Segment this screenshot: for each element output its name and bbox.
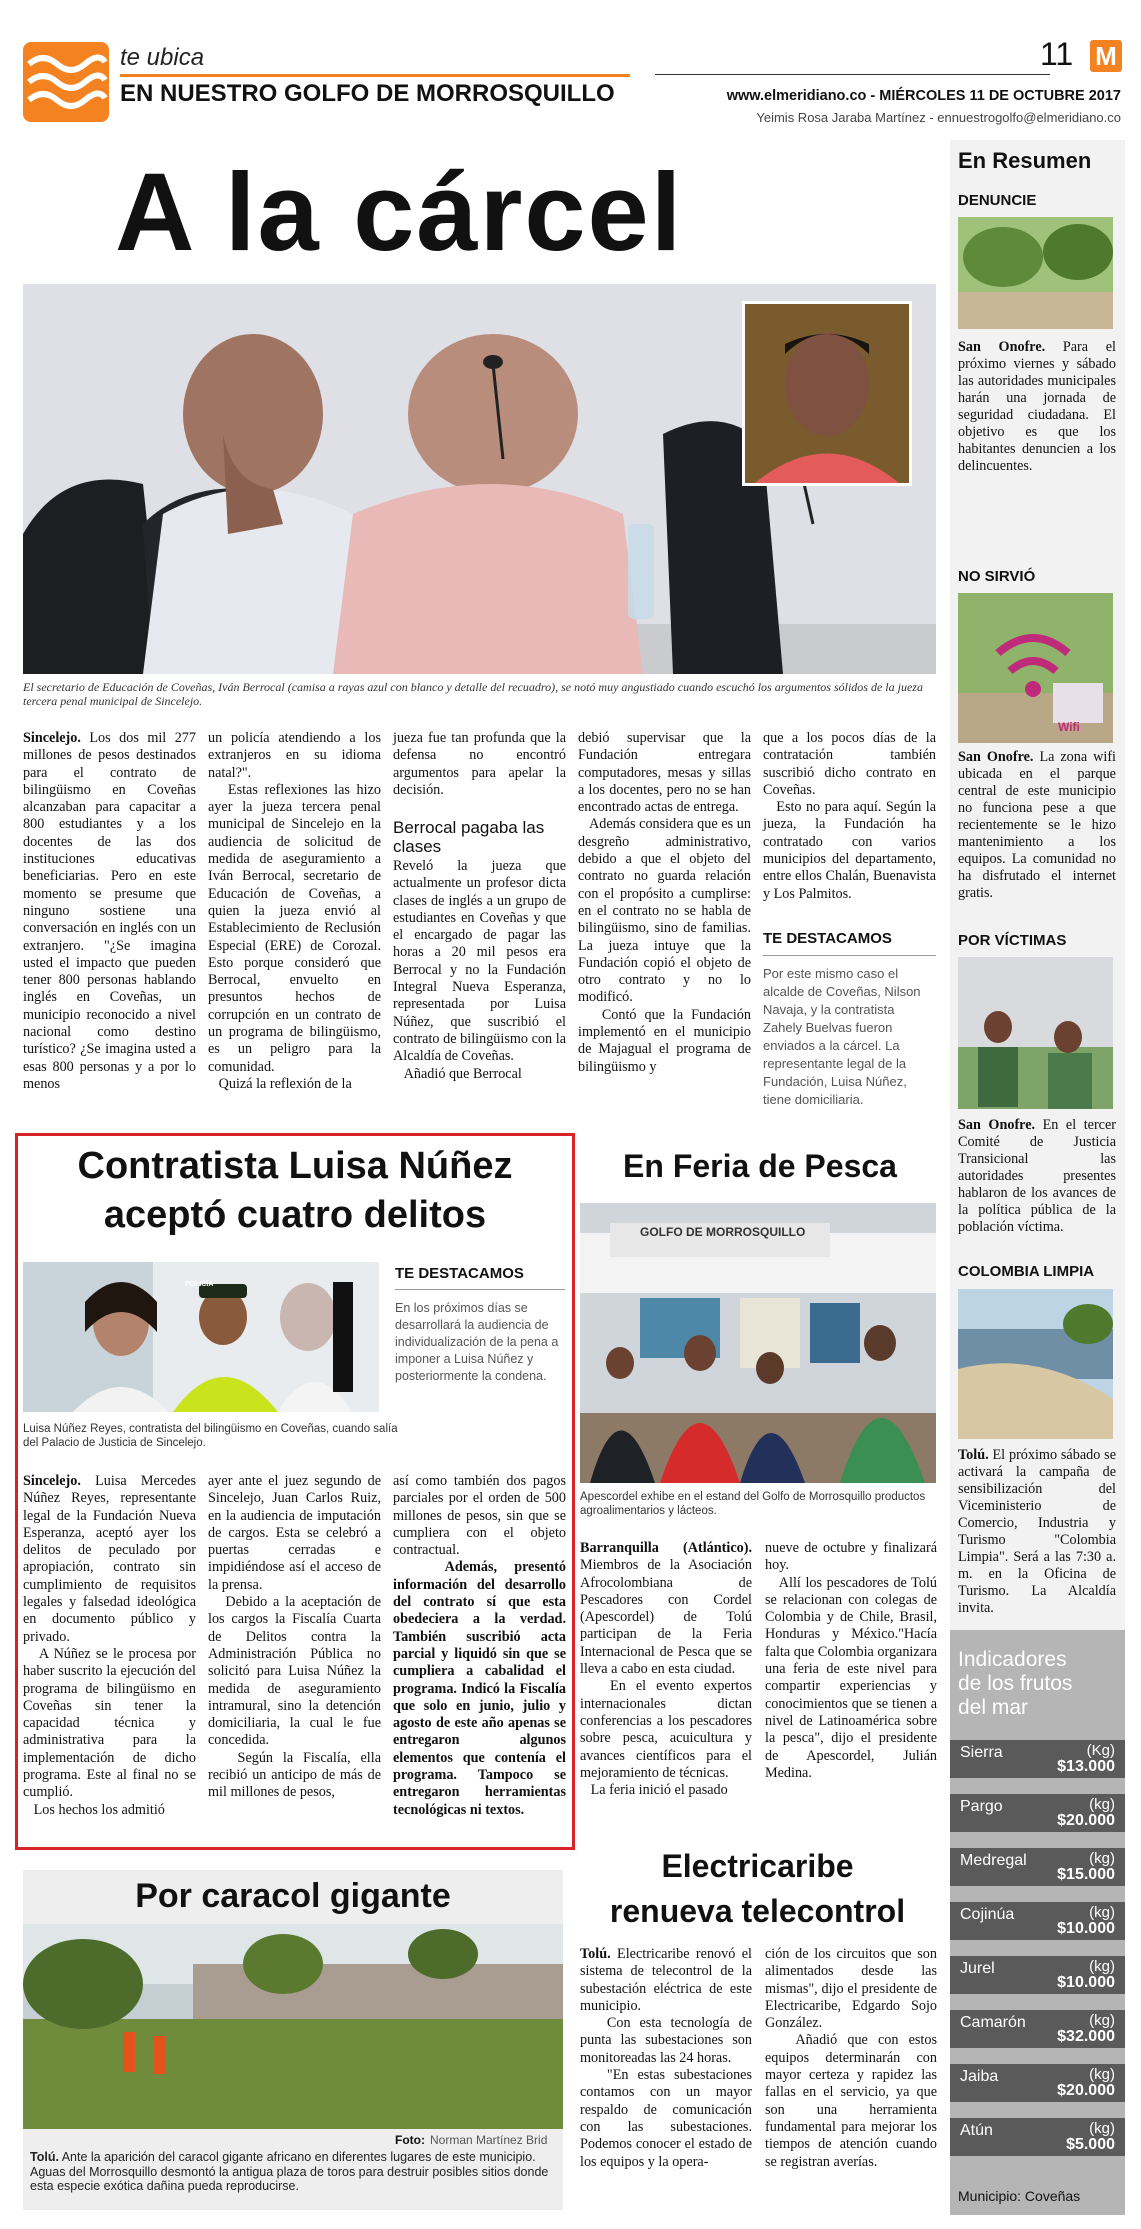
- waves-icon: [23, 42, 109, 122]
- main-col-3a: jueza fue tan profunda que la defensa no encontró argumentos para apelar la decisión.: [393, 730, 566, 798]
- indicator-price: $13.000: [1057, 1758, 1115, 1775]
- sidebar-item-4-photo: [958, 1289, 1113, 1439]
- indicator-unit: (Kg): [1086, 1742, 1115, 1759]
- indicator-row: [950, 1740, 1125, 1778]
- caracol-photo: [23, 1924, 563, 2129]
- luisa-headline-2: aceptó cuatro delitos: [103, 1194, 487, 1236]
- main-headline: A la cárcel: [115, 151, 684, 274]
- indicator-row: [950, 1794, 1125, 1832]
- luisa-destacamos-title: TE DESTACAMOS: [395, 1265, 524, 1282]
- caracol-caption: Tolú. Ante la aparición del caracol gigante africano en diferentes lugares de este municipio. Aguas del Morrosquillo desmontó la antigua plaza de toros para destruir posibles sitios donde esta especie exótica dañina pueda reproducirse.: [30, 2150, 549, 2193]
- feria-col-2: nueve de octubre y finalizará hoy. Allí los pescadores de Tolú se relacionan con colegas de Colombia y de Chile, Brasil, Honduras y México."Hacía falta que Colombia organizara una feria de este nivel para compartir experiencias y conocimientos que se tienen a nivel de Latinoamérica sobre la pesca", dijo el presidente de Apescordel, Julián Medina.: [765, 1540, 937, 1781]
- sidebar-item-2-photo: [958, 593, 1113, 743]
- main-subhead: Berrocal pagaba las clases: [393, 818, 545, 856]
- sidebar-item-3-title: POR VÍCTIMAS: [958, 932, 1067, 949]
- sidebar-item-1-photo: [958, 217, 1113, 329]
- luisa-destacamos-rule: [395, 1289, 565, 1290]
- main-destacamos-rule: [763, 955, 936, 956]
- main-col-4: debió supervisar que la Fundación entregara computadores, mesas y sillas a los docentes, pero no se han encontrado actas de entrega. Además considera que es un desgreño administrativo, debido a que el objeto del contrato no guarda relación con el propósito a cumplirse: en el contrato no se habla de bilingüismo, sino de familias. La jueza intuye que la Fundación copió el objeto de otro contrato y no lo modificó. Contó que la Fundación implementó en el municipio de Majagual el programa de bilingüismo y: [578, 730, 751, 1075]
- feria-photo-caption: Apescordel exhibe en el estand del Golfo de Morrosquillo productos agroalimentarios y lácteos.: [580, 1491, 926, 1517]
- indicator-price: $15.000: [1057, 1866, 1115, 1883]
- main-destacamos-title: TE DESTACAMOS: [763, 930, 892, 947]
- inset-portrait: [742, 301, 912, 486]
- header-rule: [655, 74, 1050, 75]
- section-label-small: te ubica: [120, 44, 205, 71]
- indicator-unit: (kg): [1089, 1904, 1115, 1921]
- electricaribe-headline-2: renueva telecontrol: [609, 1893, 906, 1929]
- indicator-price: $10.000: [1057, 1974, 1115, 1991]
- indicator-name: Pargo: [960, 1798, 1003, 1815]
- indicators-title-1: Indicadores: [958, 1648, 1067, 1671]
- electricaribe-col-1: Tolú. Electricaribe renovó el sistema de telecontrol de la subestación eléctrica de este municipio. Con esta tecnología de punta las subestaciones son monitoreadas las 24 horas. "En estas subestaciones contamos con un mayor respaldo de comunicación con las subestaciones. Podemos conocer el estado de los equipos y la opera-: [580, 1946, 752, 2170]
- police-badge: POLICÍA: [185, 1281, 214, 1288]
- indicator-row: [950, 2010, 1125, 2048]
- section-rule: [120, 74, 630, 77]
- booth-sign: GOLFO DE MORROSQUILLO: [640, 1225, 806, 1239]
- indicator-unit: (kg): [1089, 1958, 1115, 1975]
- indicator-price: $5.000: [1066, 2136, 1115, 2153]
- sidebar-item-3-text: San Onofre. En el tercer Comité de Justicia Transicional las autoridades presentes hablaron de los avances de la política pública de la población víctima.: [958, 1117, 1116, 1235]
- sidebar-item-2-title: NO SIRVIÓ: [958, 568, 1036, 585]
- indicator-price: $20.000: [1057, 2082, 1115, 2099]
- indicator-row: [950, 1902, 1125, 1940]
- indicator-name: Sierra: [960, 1744, 1003, 1761]
- sidebar-title: En Resumen: [958, 148, 1092, 173]
- indicator-unit: (kg): [1089, 1850, 1115, 1867]
- indicator-name: Camarón: [960, 2014, 1026, 2031]
- indicator-name: Cojinúa: [960, 1906, 1015, 1923]
- sidebar-item-1-text: San Onofre. Para el próximo viernes y sábado las autoridades municipales harán una jornada de seguridad ciudadana. El objetivo es que los habitantes denuncien a los delincuentes.: [958, 339, 1116, 474]
- sidebar-item-2-text: San Onofre. La zona wifi ubicada en el parque central de este municipio no funciona pese a que recientemente se le hizo mantenimiento a los equipos. La comunidad no ha disfrutado el internet gratis.: [958, 749, 1116, 901]
- indicators-title-3: del mar: [958, 1696, 1029, 1719]
- indicator-unit: (kg): [1089, 2066, 1115, 2083]
- feria-headline: En Feria de Pesca: [623, 1148, 897, 1184]
- indicator-row: [950, 1956, 1125, 1994]
- author-line: Yeimis Rosa Jaraba Martínez - ennuestrogolfo@elmeridiano.co: [756, 110, 1121, 125]
- electricaribe-headline-1: Electricaribe: [661, 1848, 854, 1884]
- main-col-3b: Reveló la jueza que actualmente un profesor dicta clases de inglés a un grupo de estudiantes en Coveñas y que el encargado de pagar las horas a 20 mil pesos era Berrocal y no la Fundación Integral Nueva Esperanza, representada por Luisa Núñez, que suscribió el contrato de bilingüismo con la Alcaldía de Coveñas. Añadió que Berrocal: [393, 858, 566, 1082]
- dateline: www.elmeridiano.co - MIÉRCOLES 11 DE OCTUBRE 2017: [726, 88, 1121, 104]
- caracol-credit-label: Foto:: [395, 2133, 425, 2147]
- indicator-price: $20.000: [1057, 1812, 1115, 1829]
- indicators-box: [950, 1630, 1125, 2215]
- main-col-1: Sincelejo. Los dos mil 277 millones de pesos destinados para el contrato de bilingüismo en Coveñas alcanzaban para capacitar a 800 estudiantes y a los docentes de las dos instituciones educativas beneficiarias. Pero en este momento se presume que ninguno sostiene una conversación en inglés con un extranjero. "¿Se imagina usted el impacto que pueden tener 800 personas hablando inglés en Coveñas, un municipio reconocido a nivel nacional como destino turístico? ¿Se imagina usted a esas 800 personas y a por lo menos: [23, 730, 196, 1092]
- feria-col-1: Barranquilla (Atlántico). Miembros de la Asociación Afrocolombiana de Pescadores con Cordel (Apescordel) de Tolú participan de la Feria Internacional de Pesca que se lleva a cabo en esta ciudad. En el evento expertos internacionales dictan conferencias a los pescadores sobre pesca, acuicultura y avances científicos para el mejoramiento de técnicas. La feria inició el pasado: [580, 1540, 752, 1799]
- indicator-name: Medregal: [960, 1852, 1027, 1869]
- indicators-footer: Municipio: Coveñas: [958, 2188, 1081, 2204]
- indicators-title-2: de los frutos: [958, 1672, 1073, 1695]
- indicator-name: Atún: [960, 2122, 993, 2139]
- caracol-headline: Por caracol gigante: [135, 1877, 451, 1915]
- sidebar-item-3-photo: [958, 957, 1113, 1109]
- indicator-unit: (kg): [1089, 2120, 1115, 2137]
- indicator-row: [950, 2064, 1125, 2102]
- indicator-name: Jaiba: [960, 2068, 999, 2085]
- luisa-col-2: ayer ante el juez segundo de Sincelejo, Juan Carlos Ruiz, en la audiencia de imputación de cargos. Esta se celebró a puertas cerradas e impidiéndose así el acceso de la prensa. Debido a la aceptación de los cargos la Fiscalía Cuarta de Delitos contra la Administración Pública no solicitó para Luisa Núñez la medida de aseguramiento intramural, sino la detención domiciliaria, la cual le fue concedida. Según la Fiscalía, ella recibió un anticipo de más de mil millones de pesos,: [208, 1473, 381, 1801]
- feria-photo: [580, 1203, 936, 1483]
- brand-logo: M: [1090, 40, 1122, 72]
- luisa-photo-caption: Luisa Núñez Reyes, contratista del bilingüismo en Coveñas, cuando salía del Palacio de Justicia de Sincelejo.: [23, 1423, 398, 1449]
- indicator-price: $10.000: [1057, 1920, 1115, 1937]
- sidebar-item-1-title: DENUNCIE: [958, 192, 1037, 209]
- page-number: 11: [1040, 36, 1074, 72]
- luisa-col-1: Sincelejo. Luisa Mercedes Núñez Reyes, representante legal de la Fundación Nueva Esperanza, aceptó ayer los delitos de peculado por apropiación, contrato sin cumplimiento de requisitos legales y falsedad ideológica en documento público y privado. A Núñez se le procesa por haber suscrito la ejecución del programa de bilingüismo en Coveñas sin tener la capacidad técnica y administrativa para la implementación de dicho programa. Este al final no se cumplió. Los hechos los admitió: [23, 1473, 196, 1818]
- indicator-row: [950, 1848, 1125, 1886]
- sidebar-item-4-title: COLOMBIA LIMPIA: [958, 1263, 1095, 1280]
- indicator-unit: (kg): [1089, 1796, 1115, 1813]
- main-col-2: un policía atendiendo a los extranjeros en su idioma natal?". Estas reflexiones las hizo ayer la jueza tercera penal municipal de Sincelejo en la audiencia de solicitud de medida de aseguramiento a Iván Berrocal, secretario de Educación de Coveñas, a quien la jueza envió al Establecimiento de Reclusión Especial (ERE) de Corozal. Esto porque consideró que Berrocal, envuelto en presuntos hechos de corrupción en un contrato de un programa de bilingüismo, es un peligro para la comunidad. Quizá la reflexión de la: [208, 730, 381, 1092]
- luisa-col-3: así como también dos pagos parciales por el orden de 500 millones de pesos, sin que se cumpliera con el objeto contractual. Además, presentó información del desarrollo del contrato sí que esta obedeciera a la verdad. También suscribió acta parcial y liquidó sin que se cumpliera a cabalidad el programa. Indicó la Fiscalía que solo en junio, julio y agosto de este año apenas se entregaron algunos elementos que contenía el programa. Tampoco se entregaron herramientas tecnológicas ni textos.: [393, 1473, 567, 1818]
- luisa-headline-1: Contratista Luisa Núñez: [77, 1145, 513, 1187]
- indicator-price: $32.000: [1057, 2028, 1115, 2045]
- caracol-credit-name: Norman Martínez Brid: [430, 2133, 548, 2147]
- main-destacamos-text: Por este mismo caso el alcalde de Coveñas, Nilson Navaja, y la contratista Zahely Buelvas fueron enviados a la cárcel. La representante legal de la Fundación, Luisa Núñez, tiene domiciliaria.: [763, 966, 921, 1107]
- main-col-5: que a los pocos días de la contratación también suscribió dicho contrato en Coveñas. Esto no para aquí. Según la jueza, la Fundación ha contratado con varios municipios del departamento, entre ellos Chalán, Buenavista y Los Palmitos.: [763, 730, 936, 902]
- luisa-destacamos-text: En los próximos días se desarrollará la audiencia de individualización de la pena a imponer a Luisa Núñez y posteriormente la condena.: [395, 1301, 559, 1383]
- section-logo: [23, 42, 109, 122]
- indicator-name: Jurel: [960, 1960, 995, 1977]
- wifi-label: Wifi: [1058, 720, 1080, 734]
- indicator-row: [950, 2118, 1125, 2156]
- sidebar-item-4-text: Tolú. El próximo sábado se activará la campaña de sensibilización del Viceministerio de Comercio, Industria y Turismo "Colombia Limpia". Será a las 7:30 a. m. en la Oficina de Turismo. La Alcaldía invita.: [958, 1447, 1116, 1616]
- section-label-big: EN NUESTRO GOLFO DE MORROSQUILLO: [120, 80, 615, 107]
- electricaribe-col-2: ción de los circuitos que son alimentados desde las mismas", dijo el presidente de Electricaribe, Edgardo Sojo González. Añadió que con estos equipos determinarán con mayor certeza y rapidez las fallas en el servicio, ya que son una herramienta fundamental para mejorar los tiempos de atención cuando se registran averías.: [765, 1946, 937, 2170]
- main-photo-caption: El secretario de Educación de Coveñas, Iván Berrocal (camisa a rayas azul con blanco y detalle del recuadro), se notó muy angustiado cuando escuchó los argumentos sólidos de la jueza tercera penal municipal de Sincelejo.: [23, 680, 923, 708]
- indicator-unit: (kg): [1089, 2012, 1115, 2029]
